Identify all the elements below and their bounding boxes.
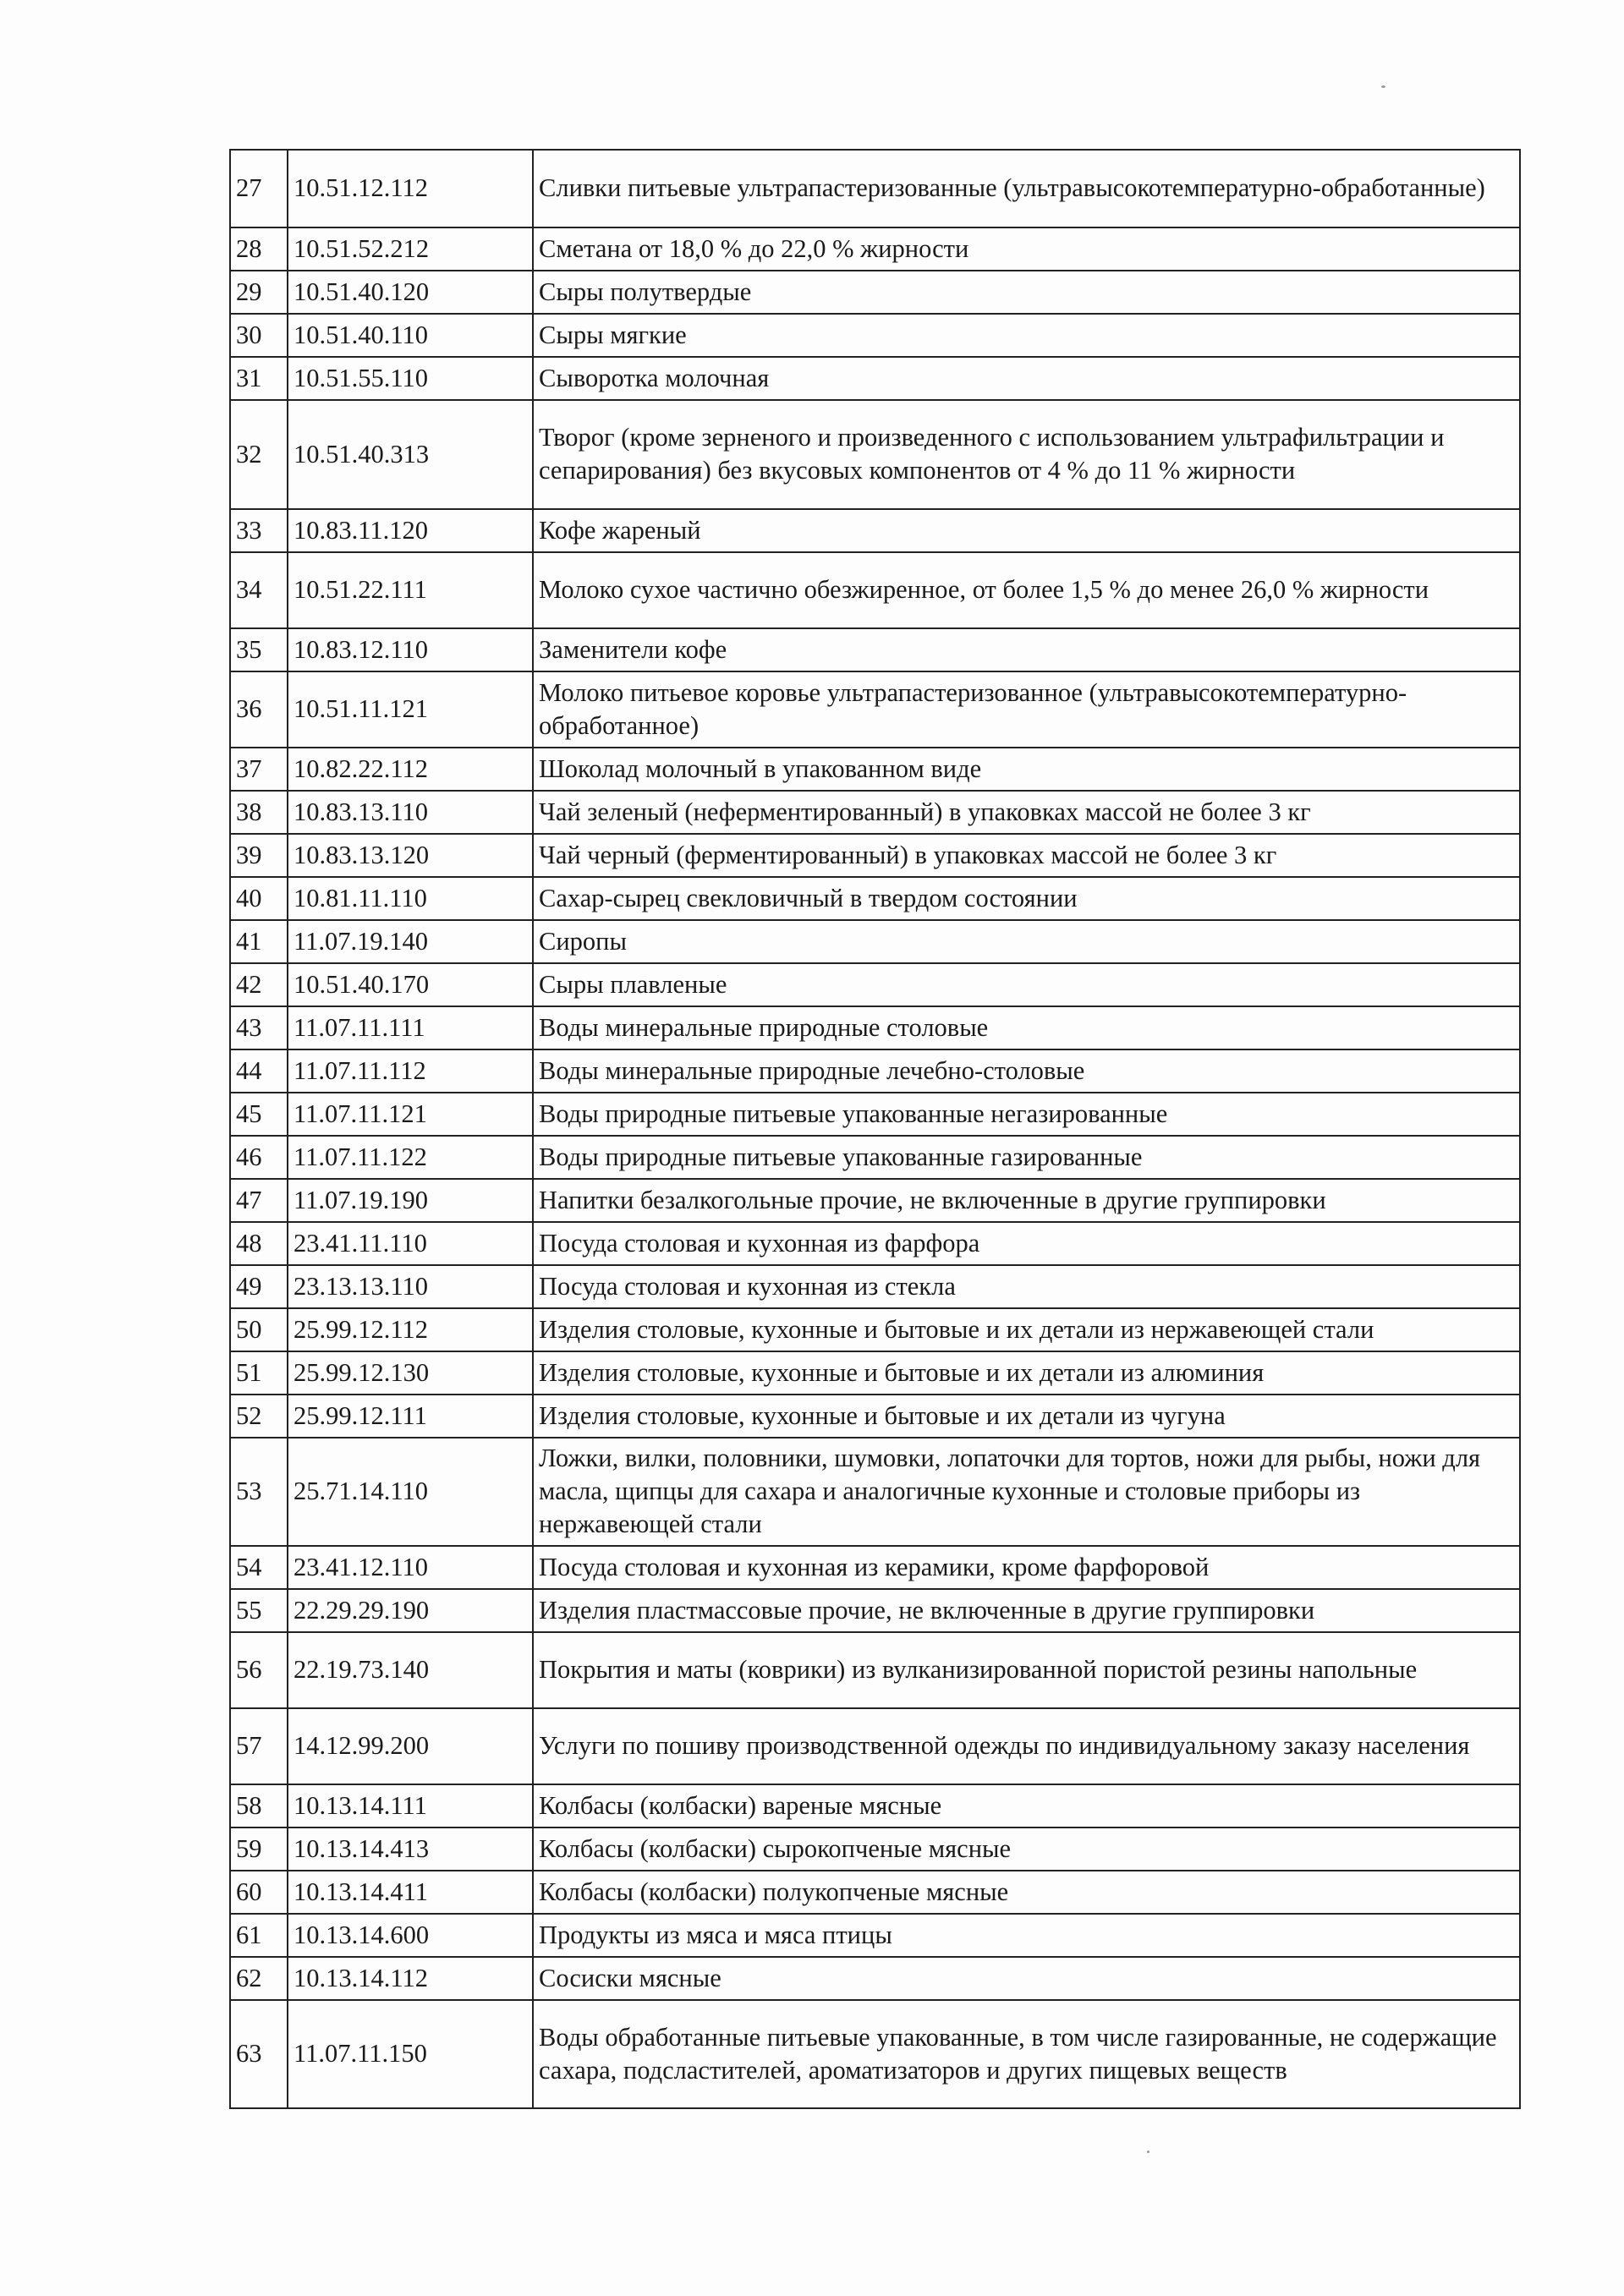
okpd-code: 25.99.12.111 [288, 1395, 533, 1438]
product-name: Сыры мягкие [533, 314, 1520, 357]
table-row [230, 920, 1520, 963]
row-number: 59 [230, 1827, 288, 1871]
product-name: Колбасы (колбаски) полукопченые мясные [533, 1871, 1520, 1914]
okpd-code: 10.51.40.313 [288, 400, 533, 509]
okpd-code: 10.51.12.112 [288, 150, 533, 227]
product-name: Заменители кофе [533, 628, 1520, 671]
okpd-code: 10.51.55.110 [288, 357, 533, 400]
row-number: 47 [230, 1179, 288, 1222]
okpd-code: 23.13.13.110 [288, 1265, 533, 1308]
product-name: Ложки, вилки, половники, шумовки, лопаточки для тортов, ножи для рыбы, ножи для масла, щипцы для сахара и аналогичные кухонные и столовые приборы из нержавеющей стали [533, 1438, 1520, 1546]
row-number: 34 [230, 552, 288, 628]
table-row [230, 1308, 1520, 1351]
table-row [230, 1827, 1520, 1871]
okpd-code: 10.82.22.112 [288, 748, 533, 791]
okpd-code: 23.41.11.110 [288, 1222, 533, 1265]
table-row [230, 834, 1520, 877]
okpd-code: 11.07.11.150 [288, 2000, 533, 2108]
row-number: 28 [230, 227, 288, 271]
okpd-code: 10.51.52.212 [288, 227, 533, 271]
product-code-table [229, 149, 1521, 2109]
okpd-code: 10.83.12.110 [288, 628, 533, 671]
okpd-code: 10.13.14.600 [288, 1914, 533, 1957]
product-name: Услуги по пошиву производственной одежды по индивидуальному заказу населения [533, 1708, 1520, 1784]
product-name: Сыры полутвердые [533, 271, 1520, 314]
product-name: Воды природные питьевые упакованные газированные [533, 1136, 1520, 1179]
table-row [230, 1589, 1520, 1632]
table-row [230, 1395, 1520, 1438]
table-row [230, 227, 1520, 271]
product-name: Посуда столовая и кухонная из керамики, кроме фарфоровой [533, 1546, 1520, 1589]
okpd-code: 22.19.73.140 [288, 1632, 533, 1708]
row-number: 45 [230, 1093, 288, 1136]
product-name: Шоколад молочный в упакованном виде [533, 748, 1520, 791]
table-row [230, 748, 1520, 791]
okpd-code: 25.99.12.112 [288, 1308, 533, 1351]
okpd-code: 11.07.11.122 [288, 1136, 533, 1179]
product-name: Изделия пластмассовые прочие, не включенные в другие группировки [533, 1589, 1520, 1632]
product-name: Сыры плавленые [533, 963, 1520, 1006]
row-number: 37 [230, 748, 288, 791]
product-name: Посуда столовая и кухонная из фарфора [533, 1222, 1520, 1265]
row-number: 53 [230, 1438, 288, 1546]
table-row [230, 357, 1520, 400]
table-row [230, 1006, 1520, 1049]
okpd-code: 25.71.14.110 [288, 1438, 533, 1546]
okpd-code: 22.29.29.190 [288, 1589, 533, 1632]
table-row [230, 963, 1520, 1006]
row-number: 38 [230, 791, 288, 834]
row-number: 39 [230, 834, 288, 877]
okpd-code: 10.83.13.120 [288, 834, 533, 877]
row-number: 57 [230, 1708, 288, 1784]
row-number: 61 [230, 1914, 288, 1957]
product-name: Сливки питьевые ультрапастеризованные (ультравысокотемпературно-обработанные) [533, 150, 1520, 227]
row-number: 27 [230, 150, 288, 227]
table-row [230, 1093, 1520, 1136]
okpd-code: 25.99.12.130 [288, 1351, 533, 1395]
table-row [230, 1708, 1520, 1784]
product-name: Сметана от 18,0 % до 22,0 % жирности [533, 227, 1520, 271]
table-row [230, 1957, 1520, 2000]
table-row [230, 509, 1520, 552]
table-row [230, 1136, 1520, 1179]
table-row [230, 1179, 1520, 1222]
row-number: 52 [230, 1395, 288, 1438]
row-number: 46 [230, 1136, 288, 1179]
row-number: 56 [230, 1632, 288, 1708]
table-row [230, 671, 1520, 748]
okpd-code: 14.12.99.200 [288, 1708, 533, 1784]
row-number: 49 [230, 1265, 288, 1308]
table-row [230, 150, 1520, 227]
row-number: 58 [230, 1784, 288, 1827]
row-number: 48 [230, 1222, 288, 1265]
row-number: 44 [230, 1049, 288, 1093]
okpd-code: 10.81.11.110 [288, 877, 533, 920]
product-name: Сыворотка молочная [533, 357, 1520, 400]
okpd-code: 10.13.14.411 [288, 1871, 533, 1914]
row-number: 63 [230, 2000, 288, 2108]
table-row [230, 400, 1520, 509]
product-name: Посуда столовая и кухонная из стекла [533, 1265, 1520, 1308]
row-number: 36 [230, 671, 288, 748]
okpd-code: 11.07.11.112 [288, 1049, 533, 1093]
product-name: Творог (кроме зерненого и произведенного с использованием ультрафильтрации и сепарирования) без вкусовых компонентов от 4 % до 11 % жирности [533, 400, 1520, 509]
table-row [230, 1784, 1520, 1827]
okpd-code: 10.51.40.110 [288, 314, 533, 357]
product-name: Изделия столовые, кухонные и бытовые и их детали из нержавеющей стали [533, 1308, 1520, 1351]
okpd-code: 10.51.40.120 [288, 271, 533, 314]
product-name: Воды природные питьевые упакованные негазированные [533, 1093, 1520, 1136]
okpd-code: 10.51.40.170 [288, 963, 533, 1006]
product-name: Кофе жареный [533, 509, 1520, 552]
product-name: Сиропы [533, 920, 1520, 963]
table-row [230, 552, 1520, 628]
okpd-code: 10.13.14.112 [288, 1957, 533, 2000]
product-name: Молоко питьевое коровье ультрапастеризованное (ультравысокотемпературно-обработанное) [533, 671, 1520, 748]
okpd-code: 23.41.12.110 [288, 1546, 533, 1589]
product-name: Чай черный (ферментированный) в упаковках массой не более 3 кг [533, 834, 1520, 877]
table-row [230, 1049, 1520, 1093]
product-name: Сосиски мясные [533, 1957, 1520, 2000]
okpd-code: 10.83.13.110 [288, 791, 533, 834]
row-number: 33 [230, 509, 288, 552]
row-number: 43 [230, 1006, 288, 1049]
product-name: Колбасы (колбаски) сырокопченые мясные [533, 1827, 1520, 1871]
row-number: 60 [230, 1871, 288, 1914]
row-number: 50 [230, 1308, 288, 1351]
product-name: Изделия столовые, кухонные и бытовые и их детали из алюминия [533, 1351, 1520, 1395]
okpd-code: 11.07.19.190 [288, 1179, 533, 1222]
table-row [230, 2000, 1520, 2108]
table-row [230, 1438, 1520, 1546]
okpd-code: 10.51.22.111 [288, 552, 533, 628]
product-name: Чай зеленый (неферментированный) в упаковках массой не более 3 кг [533, 791, 1520, 834]
row-number: 41 [230, 920, 288, 963]
product-name: Сахар-сырец свекловичный в твердом состоянии [533, 877, 1520, 920]
table-row [230, 1265, 1520, 1308]
product-name: Молоко сухое частично обезжиренное, от более 1,5 % до менее 26,0 % жирности [533, 552, 1520, 628]
row-number: 29 [230, 271, 288, 314]
row-number: 62 [230, 1957, 288, 2000]
table-row [230, 1546, 1520, 1589]
table-row [230, 791, 1520, 834]
table-row [230, 1871, 1520, 1914]
okpd-code: 10.51.11.121 [288, 671, 533, 748]
okpd-code: 10.83.11.120 [288, 509, 533, 552]
scan-speck [1147, 2151, 1149, 2153]
product-name: Колбасы (колбаски) вареные мясные [533, 1784, 1520, 1827]
table-row [230, 1351, 1520, 1395]
row-number: 55 [230, 1589, 288, 1632]
row-number: 54 [230, 1546, 288, 1589]
row-number: 32 [230, 400, 288, 509]
table-row [230, 1914, 1520, 1957]
okpd-code: 11.07.11.121 [288, 1093, 533, 1136]
table-row [230, 271, 1520, 314]
table-row [230, 877, 1520, 920]
table-row [230, 314, 1520, 357]
row-number: 35 [230, 628, 288, 671]
product-name: Воды минеральные природные лечебно-столовые [533, 1049, 1520, 1093]
product-name: Покрытия и маты (коврики) из вулканизированной пористой резины напольные [533, 1632, 1520, 1708]
okpd-code: 10.13.14.413 [288, 1827, 533, 1871]
table-row [230, 1632, 1520, 1708]
scan-speck [1381, 85, 1385, 88]
okpd-code: 10.13.14.111 [288, 1784, 533, 1827]
okpd-code: 11.07.19.140 [288, 920, 533, 963]
table-row [230, 628, 1520, 671]
product-name: Продукты из мяса и мяса птицы [533, 1914, 1520, 1957]
product-name: Воды обработанные питьевые упакованные, в том числе газированные, не содержащие сахара, подсластителей, ароматизаторов и других пищевых веществ [533, 2000, 1520, 2108]
row-number: 30 [230, 314, 288, 357]
row-number: 40 [230, 877, 288, 920]
row-number: 42 [230, 963, 288, 1006]
row-number: 31 [230, 357, 288, 400]
table-row [230, 1222, 1520, 1265]
row-number: 51 [230, 1351, 288, 1395]
product-name: Напитки безалкогольные прочие, не включенные в другие группировки [533, 1179, 1520, 1222]
product-name: Изделия столовые, кухонные и бытовые и их детали из чугуна [533, 1395, 1520, 1438]
okpd-code: 11.07.11.111 [288, 1006, 533, 1049]
product-name: Воды минеральные природные столовые [533, 1006, 1520, 1049]
